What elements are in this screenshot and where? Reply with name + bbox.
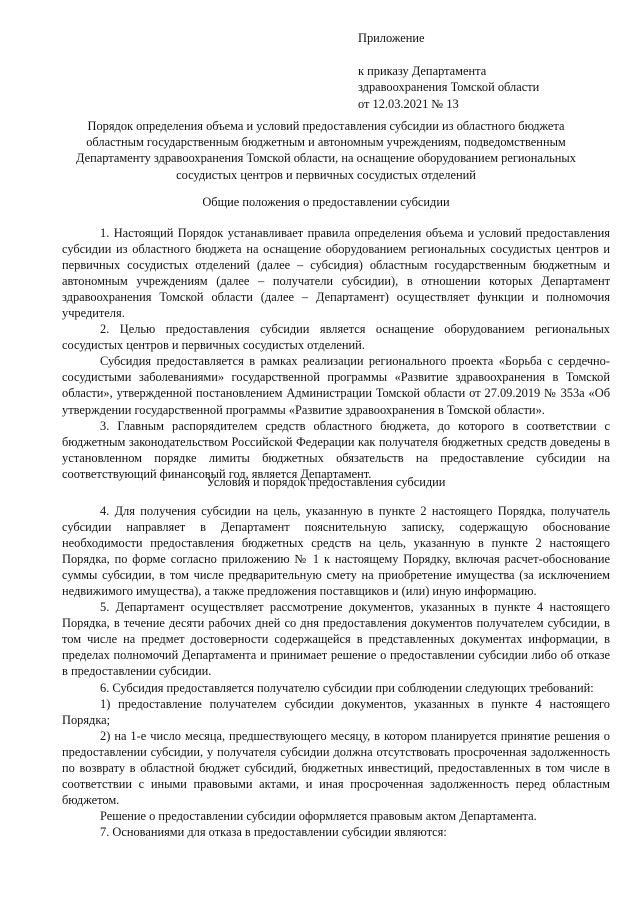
section-general-body xyxy=(62,225,610,482)
paragraph-7: 7. Основаниями для отказа в предоставлении субсидии являются: xyxy=(100,824,447,839)
paragraph-6-item-1: 1) предоставление получателем субсидии документов, указанных в пункте 4 настоящего Порядка; xyxy=(62,696,610,727)
paragraph-4: 4. Для получения субсидии на цель, указанную в пункте 2 настоящего Порядка, получатель субсидии направляет в Департамент пояснительную записку, содержащую обоснование необходимости предоставления бюджетных средств на цель, указанную в пункте 2 настоящего Порядка, по форме согласно приложению № 1 к настоящему Порядку, включая расчет-обоснование суммы субсидии, в том числе предварительную смету на приобретение имущества (за исключением недвижимого имущества), а также предложения поставщиков и (или) иную информацию. xyxy=(62,504,610,599)
paragraph-1: 1. Настоящий Порядок устанавливает правила определения объема и условий предоставления субсидии из областного бюджета на оснащение оборудованием региональных сосудистых центров и первичных сосудистых отделений (далее – субсидия) областным государственным бюджетным и автономным учреждениям (далее – получатели субсидии), в отношении которых Департамент здравоохранения Томской области (далее – Департамент) осуществляет функции и полномочия учредителя. xyxy=(62,226,610,321)
annex-label: Приложение xyxy=(358,31,425,45)
annex-block xyxy=(358,30,539,112)
annex-department: здравоохранения Томской области xyxy=(358,80,540,95)
paragraph-2-subsidy: Субсидия предоставляется в рамках реализации регионального проекта «Борьба с сердечно-сосудистыми заболеваниями» государственной программы «Развитие здравоохранения в Томской области», утвержденной постановлением Администрации Томской области от 27.09.2019 № 353а «Об утверждении государственной программы «Развитие здравоохранения в Томской области». xyxy=(62,354,610,417)
section-conditions-body xyxy=(62,503,610,840)
paragraph-6: 6. Субсидия предоставляется получателю субсидии при соблюдении следующих требований: xyxy=(100,680,594,695)
paragraph-5: 5. Департамент осуществляет рассмотрение документов, указанных в пункте 4 настоящего Порядка, в течение десяти рабочих дней со дня предоставления документов получателем субсидии, в том числе на предмет достоверности содержащейся в представленных документах информации, в пределах полномочий Департамента и принимает решение о предоставлении субсидии либо об отказе в предоставлении субсидии. xyxy=(62,600,610,679)
annex-order-ref: к приказу Департамента xyxy=(358,63,487,78)
section-heading-general: Общие положения о предоставлении субсидии xyxy=(202,195,450,209)
paragraph-2: 2. Целью предоставления субсидии является оснащение оборудованием региональных сосудистых центров и первичных сосудистых отделений. xyxy=(62,322,610,353)
section-heading-conditions: Условия и порядок предоставления субсидии xyxy=(206,475,446,489)
paragraph-3: 3. Главным распорядителем средств областного бюджета, до которого в соответствии с бюджетным законодательством Российской Федерации как получателя бюджетных средств доведены в установленном порядке лимиты бюджетных обязательств на предоставление субсидии на соответствующий финансовый год, является Департамент. xyxy=(62,418,610,481)
paragraph-6-item-2: 2) на 1-е число месяца, предшествующего месяцу, в котором планируется принятие решения о предоставлении субсидии, у получателя субсидии должна отсутствовать просроченная задолженность по возврату в областной бюджет субсидий, бюджетных инвестиций, предоставленных в том числе в соответствии с иными правовыми актами, и иная просроченная задолженность перед областным бюджетом. xyxy=(62,728,610,807)
paragraph-decision: Решение о предоставлении субсидии оформляется правовым актом Департамента. xyxy=(100,808,537,823)
annex-order-date: от 12.03.2021 № 13 xyxy=(358,96,459,111)
document-title: Порядок определения объема и условий предоставления субсидии из областного бюджета областным государственным бюджетным и автономным учреждениям, подведомственным Департаменту здравоохранения Томской области, на оснащение оборудованием региональных сосудистых центров и первичных сосудистых отделений xyxy=(76,119,576,182)
